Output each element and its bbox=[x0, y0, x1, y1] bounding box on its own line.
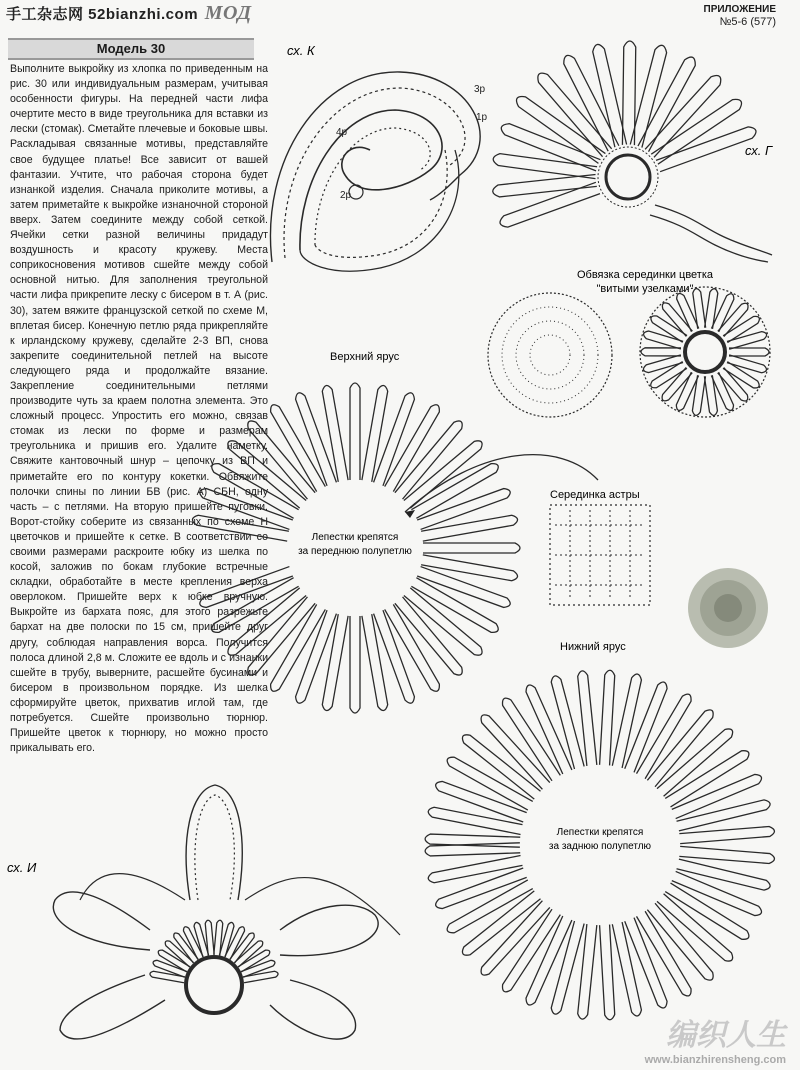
binding-spoke bbox=[729, 348, 769, 356]
g-petal bbox=[493, 154, 597, 179]
row-label-2r: 2р bbox=[340, 190, 352, 201]
lower-petal bbox=[679, 826, 774, 843]
lower-petal bbox=[428, 856, 522, 883]
binding-spoke bbox=[723, 316, 759, 342]
g-petal bbox=[651, 99, 741, 164]
row-label-1r: 1р bbox=[476, 112, 488, 123]
lower-note-line-1: Лепестки крепятся bbox=[556, 827, 644, 838]
upper-petal bbox=[271, 604, 326, 691]
binding-spoke bbox=[651, 316, 687, 342]
watermark-text: 手工杂志网 52bianzhi.com bbox=[6, 6, 199, 23]
scheme-i-label: сх. И bbox=[7, 860, 37, 875]
upper-petal bbox=[192, 515, 288, 541]
binding-spoke bbox=[641, 348, 681, 356]
scheme-k-diagram bbox=[270, 72, 487, 271]
binding-circle-left bbox=[488, 293, 612, 417]
lower-petal bbox=[677, 800, 771, 831]
upper-petal bbox=[362, 614, 388, 710]
binding-spoke bbox=[704, 375, 717, 415]
upper-petal bbox=[421, 515, 517, 541]
binding-title-line-1: Обвязка серединки цветка bbox=[576, 269, 714, 281]
binding-spoke bbox=[693, 289, 706, 329]
upper-petal bbox=[212, 578, 299, 633]
pointer-arrow bbox=[405, 455, 598, 512]
section-title: ПРИЛОЖЕНИЕ bbox=[703, 4, 776, 15]
upper-petal bbox=[423, 543, 520, 553]
aster-center-label: Серединка астры bbox=[550, 489, 640, 501]
g-petal bbox=[493, 174, 597, 196]
binding-spoke bbox=[692, 375, 705, 415]
aster-center-grid bbox=[550, 505, 650, 605]
lower-petal bbox=[612, 922, 641, 1016]
upper-petal bbox=[322, 614, 348, 710]
magazine-brand: МОД bbox=[204, 2, 252, 24]
i-spoke bbox=[243, 971, 278, 982]
binding-spoke bbox=[727, 355, 767, 373]
flower-photo bbox=[688, 568, 768, 648]
issue-number: №5-6 (577) bbox=[719, 16, 776, 28]
binding-spoke bbox=[651, 362, 687, 388]
g-petal bbox=[500, 182, 600, 227]
upper-petal bbox=[271, 405, 326, 492]
lower-tier-label: Нижний ярус bbox=[560, 641, 626, 653]
lower-petal bbox=[600, 925, 615, 1020]
lower-petal bbox=[526, 685, 572, 774]
scheme-g-diagram bbox=[493, 41, 772, 262]
upper-petal bbox=[421, 555, 517, 581]
binding-circle-right bbox=[640, 287, 770, 417]
upper-petal bbox=[322, 385, 348, 481]
binding-spoke bbox=[643, 355, 683, 373]
binding-spoke bbox=[705, 289, 718, 329]
upper-petal bbox=[350, 383, 360, 480]
binding-title-line-2: "витыми узелками" bbox=[596, 283, 694, 295]
upper-tier-label: Верхний ярус bbox=[330, 351, 400, 363]
row-label-4r: 4р bbox=[336, 127, 348, 138]
upper-petal bbox=[411, 578, 498, 633]
binding-spoke bbox=[644, 331, 684, 349]
row-label-3r: 3р bbox=[474, 84, 486, 95]
upper-note-line-2: за переднюю полупетлю bbox=[298, 546, 412, 557]
lower-petal bbox=[428, 807, 522, 834]
footer-logo: 编织人生 bbox=[666, 1019, 786, 1052]
binding-spoke bbox=[723, 362, 759, 388]
upper-petal bbox=[362, 385, 388, 481]
lower-petal bbox=[526, 916, 572, 1005]
binding-spoke bbox=[727, 332, 767, 350]
scheme-k-label: сх. К bbox=[287, 43, 315, 58]
scheme-i-diagram bbox=[53, 785, 400, 1039]
lower-petal bbox=[612, 674, 641, 768]
upper-petal bbox=[200, 567, 293, 608]
g-petal bbox=[656, 127, 756, 172]
lower-petal bbox=[677, 859, 771, 890]
i-spoke bbox=[150, 971, 185, 982]
lower-note-line-2: за заднюю полупетлю bbox=[548, 841, 652, 852]
upper-petal bbox=[385, 604, 440, 691]
footer-watermark bbox=[645, 1010, 786, 1066]
upper-petal bbox=[212, 464, 299, 519]
model-title: Модель 30 bbox=[8, 38, 254, 60]
g-petal bbox=[517, 97, 606, 164]
upper-note-line-1: Лепестки крепятся bbox=[311, 532, 399, 543]
lower-petal bbox=[679, 846, 774, 863]
article-text: Выполните выкройку из хлопка по приведенным на рис. 30 или индивидуальным размерам, учитывая особенности фигуры. На передней части лифа очертите место в виде треугольника для вставки из лески (стомак). Сметайте плечевые и боковые швы. Раскладывая связанные мотивы, представляйте свое будущее платье! Все зависит от вашей фантазии. Учтите, что рабочая сторона будет изнанкой изделия. Сначала приколите мотивы, а затем приметайте к выкройке изнаночной стороной вверх. Затем соедините между собой сеткой. Ячейки сетки разной величины придадут воздушность и красоту кружеву. Места соприкосновения мотивов сшейте между собой основной нитью. Для заполнения треугольной части лифа прикрепите леску с бисером в т. А (рис. 30), затем вяжите французской сеткой по схеме М, вплетая бисер. Конечную петлю ряда прикрепляйте к ирландскому кружеву, сделайте 2-3 ВП, снова закрепите соединительной петлей на высоте следующего ряда и продолжайте вязание. Закрепление соединительными петлями производите чуть за краем полотна элемента. Это сложный процесс. Упростить его можно, связав стомак из лески по форме и размерам треугольника и пришив его. Удалите наметку. Свяжите кантовочный шнур – цепочку из ВП и приметайте его по контуру кокетки. Обвяжите полочки спины по линии БВ (рис. А) СБН, одну часть – с петлями. На вторую пришейте пуговки. Ворот-стойку соберите из связанных по схеме Н цветочков и пришейте к сетке. В соответствии со своими размерами раскроите юбку из шелка по косой, заложив по бокам глубокие встречные складки, обработайте в месте крепления верха оверлоком. Пришейте верх к юбке вручную. Выкройте из бархата пояс, для этого разрежьте бархат на две полоски по 15 см, пришейте друг другу, соблюдая направления ворса. Получится полоса длиной 2,8 м. Сложите ее вдоль и с изнанки сшейте в трубу, выверните, расшейте бусинами и бисером в произвольном порядке. Из шелка сформируйте цветок, прихватив иглой там, где потребуется. Сшейте произвольно тюрнюр. Пришейте цветок к тюрнюру, но можно просто прикалывать его. bbox=[10, 63, 268, 755]
g-petal bbox=[501, 124, 600, 171]
footer-url: www.bianzhirensheng.com bbox=[644, 1054, 786, 1066]
upper-petal bbox=[385, 405, 440, 492]
scheme-g-label: сх. Г bbox=[745, 143, 773, 158]
upper-petal bbox=[411, 464, 498, 519]
lower-petal bbox=[600, 670, 615, 765]
upper-petal bbox=[350, 616, 360, 713]
